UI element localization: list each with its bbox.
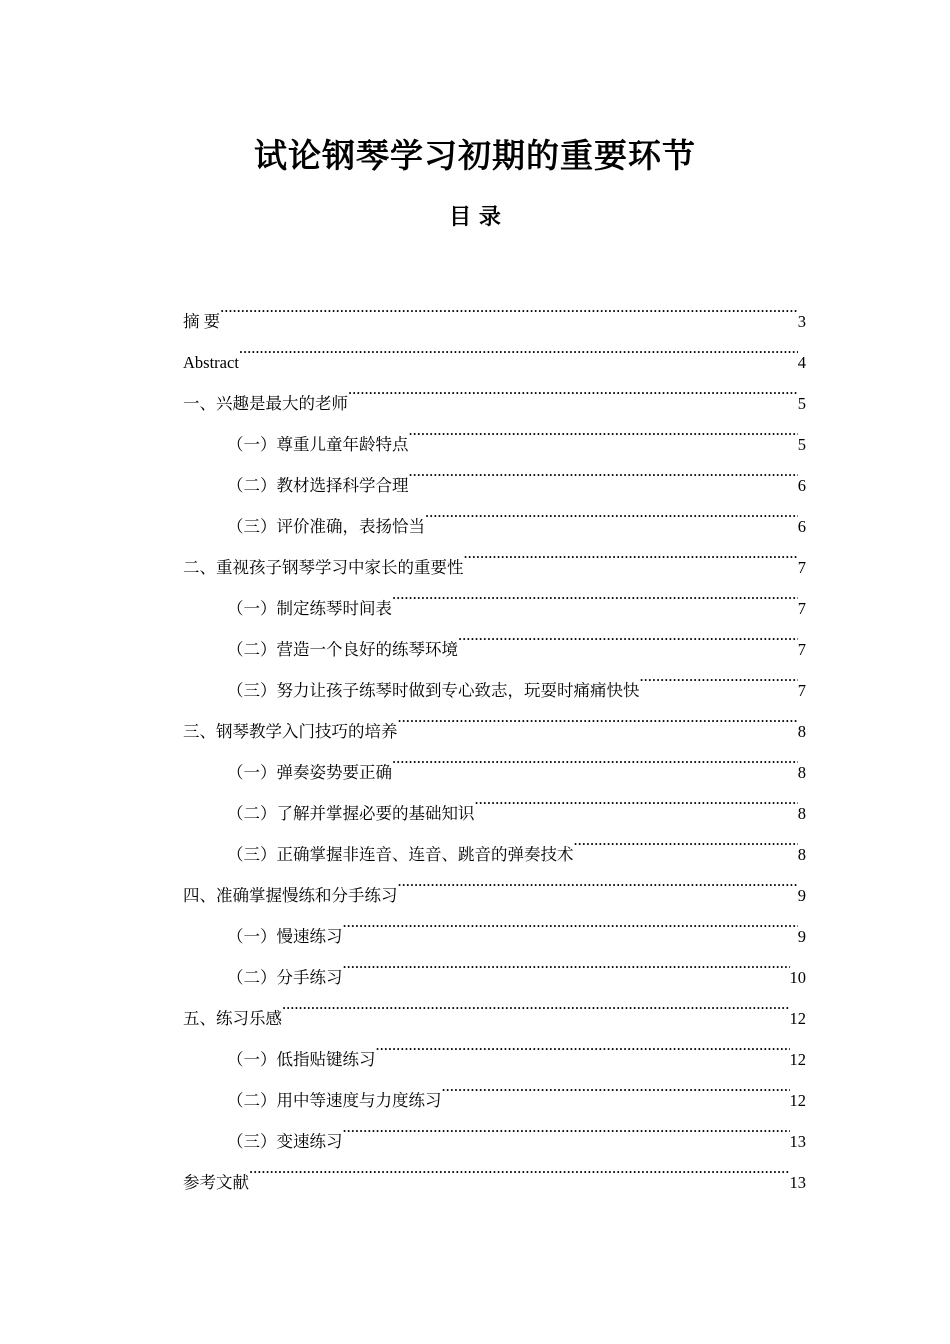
toc-dot-leader — [442, 1065, 790, 1106]
toc-dot-leader — [392, 737, 798, 778]
toc-heading: 目 录 — [449, 204, 501, 230]
toc-entry-label: （三）正确掌握非连音、连音、跳音的弹奏技术 — [227, 845, 574, 864]
toc-entry-page-number: 8 — [797, 722, 806, 741]
toc-entry-page-number: 13 — [789, 1173, 806, 1192]
toc-entry-page-number: 5 — [797, 394, 806, 413]
toc-entry-label: （三）评价准确，表扬恰当 — [227, 517, 425, 536]
toc-dot-leader — [343, 942, 790, 983]
toc-entry-label: 四、准确掌握慢练和分手练习 — [183, 886, 398, 905]
toc-entry-page-number: 5 — [797, 435, 806, 454]
toc-dot-leader — [398, 860, 798, 901]
toc-dot-leader — [425, 491, 798, 532]
toc-entry[interactable] — [183, 1147, 806, 1192]
toc-entry-page-number: 8 — [797, 804, 806, 823]
toc-entry-page-number: 12 — [789, 1050, 806, 1069]
toc-entry-label: （二）用中等速度与力度练习 — [227, 1091, 442, 1110]
toc-dot-leader — [409, 450, 798, 491]
toc-entry-page-number: 8 — [797, 845, 806, 864]
toc-entry-label: （二）营造一个良好的练琴环境 — [227, 640, 458, 659]
toc-entry-page-number: 12 — [789, 1009, 806, 1028]
toc-entry-page-number: 7 — [797, 558, 806, 577]
toc-entry-label: 三、钢琴教学入门技巧的培养 — [183, 722, 398, 741]
toc-dot-leader — [574, 819, 798, 860]
toc-entry-label: 摘 要 — [183, 312, 221, 331]
toc-entry-label: （一）慢速练习 — [227, 927, 343, 946]
toc-dot-leader — [220, 286, 798, 327]
toc-entry-page-number: 6 — [797, 476, 806, 495]
toc-entry-page-number: 13 — [789, 1132, 806, 1151]
toc-entry-page-number: 7 — [797, 681, 806, 700]
toc-entry-label: （一）尊重儿童年龄特点 — [227, 435, 409, 454]
toc-entry-page-number: 7 — [797, 640, 806, 659]
toc-entry-label: （一）弹奏姿势要正确 — [227, 763, 392, 782]
toc-entry-page-number: 3 — [797, 312, 806, 331]
toc-entry[interactable] — [183, 286, 806, 331]
toc-entry-label: 参考文献 — [183, 1173, 249, 1192]
toc-entry-label: 五、练习乐感 — [183, 1009, 282, 1028]
toc-entry-page-number: 9 — [797, 927, 806, 946]
toc-dot-leader — [475, 778, 798, 819]
toc-entry-label: Abstract — [183, 353, 239, 372]
toc-entry-label: （二）分手练习 — [227, 968, 343, 987]
toc-dot-leader — [458, 614, 798, 655]
toc-entry-label: （一）低指贴键练习 — [227, 1050, 376, 1069]
toc-entry-label: （二）教材选择科学合理 — [227, 476, 409, 495]
table-of-contents — [183, 286, 806, 1192]
toc-entry-page-number: 10 — [789, 968, 806, 987]
toc-dot-leader — [282, 983, 790, 1024]
toc-dot-leader — [343, 901, 798, 942]
toc-dot-leader — [392, 573, 798, 614]
toc-entry[interactable] — [183, 368, 806, 413]
toc-entry-page-number: 8 — [797, 763, 806, 782]
toc-entry-page-number: 12 — [789, 1091, 806, 1110]
document-title: 试论钢琴学习初期的重要环节 — [254, 136, 696, 175]
toc-dot-leader — [640, 655, 798, 696]
toc-dot-leader — [376, 1024, 790, 1065]
toc-entry-page-number: 7 — [797, 599, 806, 618]
toc-dot-leader — [249, 1147, 790, 1188]
toc-entry-label: 一、兴趣是最大的老师 — [183, 394, 348, 413]
toc-entry-label: 二、重视孩子钢琴学习中家长的重要性 — [183, 558, 464, 577]
toc-entry-page-number: 4 — [797, 353, 806, 372]
toc-entry-label: （一）制定练琴时间表 — [227, 599, 392, 618]
toc-dot-leader — [343, 1106, 790, 1147]
toc-entry[interactable] — [183, 327, 806, 372]
toc-entry-page-number: 6 — [797, 517, 806, 536]
toc-dot-leader — [409, 409, 798, 450]
toc-entry-page-number: 9 — [797, 886, 806, 905]
toc-dot-leader — [239, 327, 798, 368]
toc-entry-label: （三）变速练习 — [227, 1132, 343, 1151]
toc-dot-leader — [348, 368, 798, 409]
toc-entry-label: （二）了解并掌握必要的基础知识 — [227, 804, 475, 823]
toc-dot-leader — [464, 532, 798, 573]
toc-entry-label: （三）努力让孩子练琴时做到专心致志，玩耍时痛痛快快 — [227, 681, 640, 700]
toc-dot-leader — [398, 696, 798, 737]
